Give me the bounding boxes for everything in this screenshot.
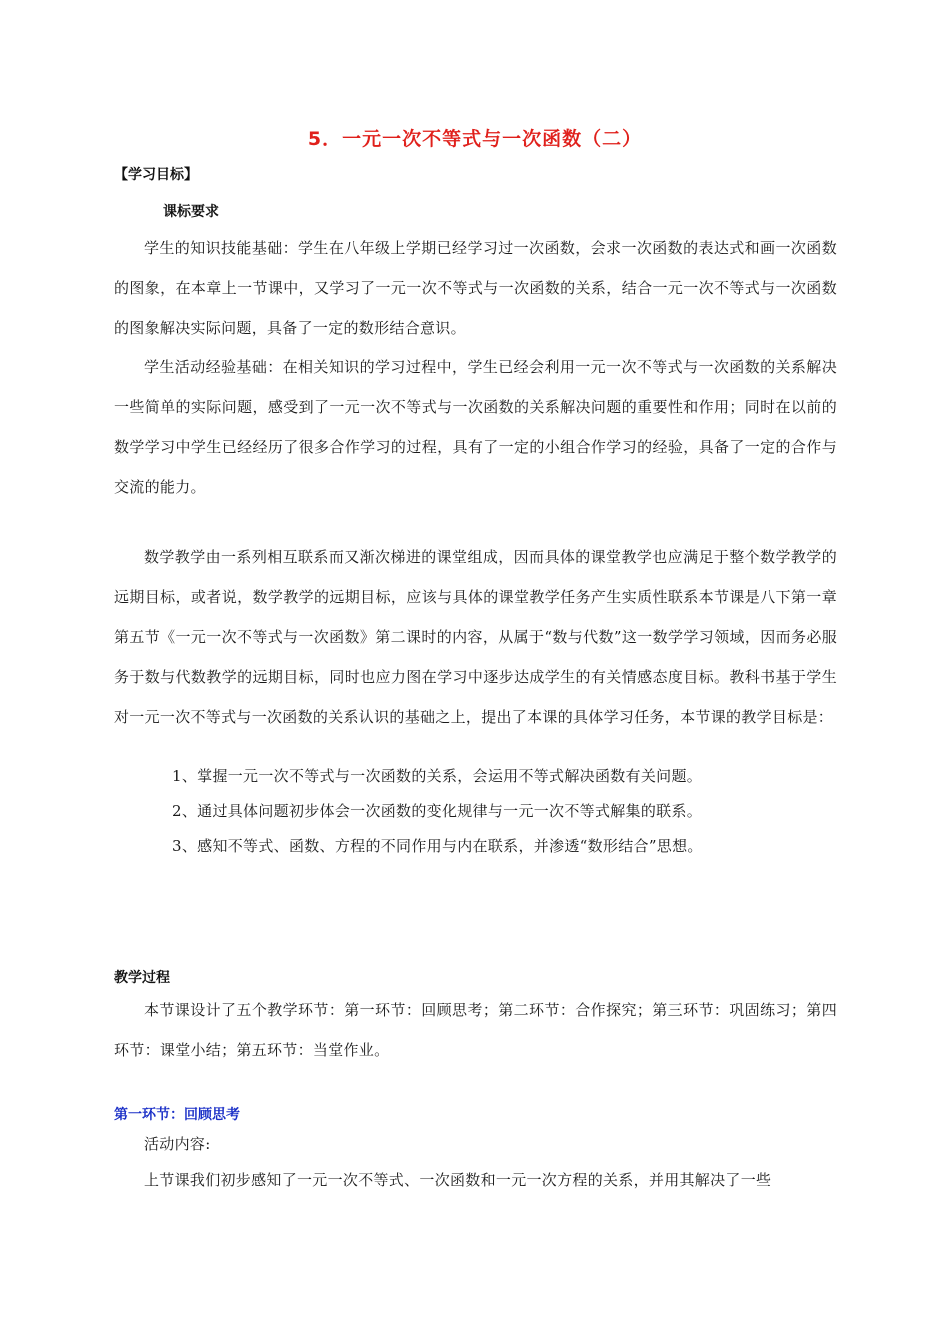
- list-item: 3、感知不等式、函数、方程的不同作用与内在联系，并渗透“数形结合”思想。: [172, 837, 703, 855]
- paragraph-experience-basis: 学生活动经验基础：在相关知识的学习过程中，学生已经会利用一元一次不等式与一次函数的关系解决一些简单的实际问题，感受到了一元一次不等式与一次函数的关系解决问题的重要性和作用；同时在以前的数学学习中学生已经经历了很多合作学习的过程，具有了一定的小组合作学习的经验，具备了一定的合作与交流的能力。: [114, 358, 837, 496]
- paragraph-teaching-goals-intro: 数学教学由一系列相互联系而又渐次梯进的课堂组成，因而具体的课堂教学也应满足于整个数学教学的远期目标，或者说，数学教学的远期目标，应该与具体的课堂教学任务产生实质性联系本节课是八下第一章第五节《一元一次不等式与一次函数》第二课时的内容，从属于“数与代数”这一数学学习领域，因而务必服务于数与代数教学的远期目标，同时也应力图在学习中逐步达成学生的有关情感态度目标。教科书基于学生对一元一次不等式与一次函数的关系认识的基础之上，提出了本课的具体学习任务，本节课的教学目标是：: [114, 548, 837, 726]
- document-title: 5．一元一次不等式与一次函数（二）: [307, 128, 643, 150]
- section-heading-process: 教学过程: [114, 970, 170, 986]
- section-heading-step1: 第一环节：回顾思考: [114, 1107, 240, 1123]
- subsection-heading-requirements: 课标要求: [163, 204, 219, 220]
- paragraph-knowledge-basis: 学生的知识技能基础：学生在八年级上学期已经学习过一次函数，会求一次函数的表达式和画一次函数的图象，在本章上一节课中，又学习了一元一次不等式与一次函数的关系，结合一元一次不等式与一次函数的图象解决实际问题，具备了一定的数形结合意识。: [114, 239, 837, 337]
- list-item: 2、通过具体问题初步体会一次函数的变化规律与一元一次不等式解集的联系。: [172, 802, 703, 820]
- paragraph-process-overview: 本节课设计了五个教学环节：第一环节：回顾思考；第二环节：合作探究；第三环节：巩固练习；第四环节：课堂小结；第五环节：当堂作业。: [114, 1001, 837, 1059]
- teaching-goals-list: [172, 759, 852, 864]
- activity-content-label: 活动内容:: [144, 1135, 211, 1153]
- section-heading-goals: 【学习目标】: [114, 167, 198, 183]
- paragraph-step1-content: 上节课我们初步感知了一元一次不等式、一次函数和一元一次方程的关系，并用其解决了一些: [144, 1171, 772, 1189]
- list-item: 1、掌握一元一次不等式与一次函数的关系，会运用不等式解决函数有关问题。: [172, 767, 703, 785]
